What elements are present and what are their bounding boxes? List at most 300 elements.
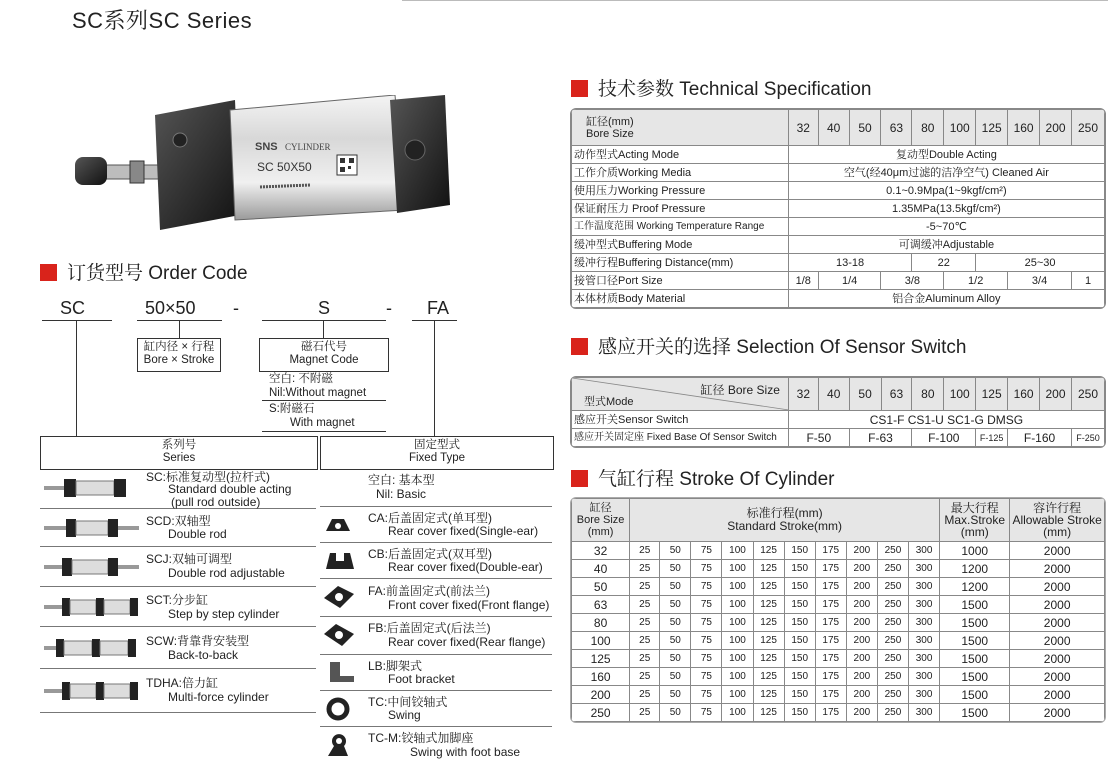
stroke-max-cell: 1200 — [940, 560, 1010, 578]
code-part-dash-2: - — [386, 298, 392, 318]
stroke-value-cell: 75 — [691, 704, 722, 722]
fixed-cb-en: Rear cover fixed(Double-ear) — [388, 560, 543, 574]
stroke-value-cell: 50 — [660, 560, 691, 578]
bore-cell: 40 — [818, 378, 849, 411]
connector-magnet — [323, 320, 324, 338]
stroke-value-cell: 200 — [846, 632, 877, 650]
series-scj-en: Double rod adjustable — [168, 566, 285, 580]
series-scd-en: Double rod — [168, 527, 227, 541]
stroke-value-cell: 300 — [909, 686, 940, 704]
fixed-row-fb — [320, 618, 552, 655]
material-value: 铝合金Aluminum Alloy — [788, 290, 1104, 308]
stroke-value-cell: 250 — [877, 686, 908, 704]
stroke-allow-cell: 2000 — [1010, 632, 1105, 650]
stroke-max-cell: 1500 — [940, 614, 1010, 632]
series-row-scd — [40, 510, 316, 547]
sensor-base-value: F-160 — [1008, 429, 1072, 447]
stroke-value-cell: 200 — [846, 668, 877, 686]
stroke-value-cell: 175 — [815, 668, 846, 686]
stroke-value-cell: 200 — [846, 650, 877, 668]
stroke-value-cell: 175 — [815, 578, 846, 596]
fixed-fa-cn: FA:前盖固定式(前法兰) — [368, 584, 490, 598]
stroke-value-cell: 175 — [815, 614, 846, 632]
bore-cell: 200 — [1040, 110, 1072, 146]
spec-value: 1.35MPa(13.5kgf/cm²) — [788, 200, 1104, 218]
sensor-base-value: F-125 — [976, 429, 1008, 447]
spec-label: 使用压力Working Pressure — [572, 182, 789, 200]
spec-value: -5~70℃ — [788, 218, 1104, 236]
fixed-row-tcm — [320, 728, 552, 762]
stroke-value-cell: 250 — [877, 578, 908, 596]
stroke-value-cell: 50 — [660, 650, 691, 668]
fixed-ca-cn: CA:后盖固定式(单耳型) — [368, 511, 492, 525]
stroke-value-cell: 75 — [691, 668, 722, 686]
stroke-value-cell: 150 — [784, 542, 815, 560]
stroke-value-cell: 125 — [753, 668, 784, 686]
stroke-bore-cell: 80 — [572, 614, 630, 632]
code-part-fixed: FA — [427, 298, 450, 318]
fixed-fa-en: Front cover fixed(Front flange) — [388, 598, 550, 612]
series-tdha-cn: TDHA:倍力缸 — [146, 676, 219, 690]
code-part-magnet: S — [318, 298, 331, 318]
fixed-lb-cn: LB:脚架式 — [368, 659, 423, 673]
title-rule — [402, 0, 1108, 1]
stroke-value-cell: 150 — [784, 632, 815, 650]
fixed-type-header-cn: 固定型式 — [414, 439, 460, 451]
swing-foot-base-icon — [324, 732, 352, 760]
stroke-value-cell: 300 — [909, 596, 940, 614]
stroke-value-cell: 100 — [722, 650, 753, 668]
stroke-value-cell: 75 — [691, 632, 722, 650]
magnet-code-cn: 磁石代号 — [301, 341, 347, 353]
stroke-allow-cell: 2000 — [1010, 560, 1105, 578]
stroke-value-cell: 50 — [660, 596, 691, 614]
bore-cell: 63 — [881, 378, 912, 411]
table-row — [572, 686, 1105, 704]
stroke-allow-header: 容许行程 Allowable Stroke (mm) — [1010, 499, 1105, 542]
stroke-value-cell: 175 — [815, 650, 846, 668]
stroke-value-cell: 150 — [784, 686, 815, 704]
stroke-value-cell: 200 — [846, 560, 877, 578]
port-size-label: 接管口径Port Size — [572, 272, 789, 290]
stroke-value-cell: 150 — [784, 704, 815, 722]
underline-magnet — [262, 320, 386, 321]
stroke-value-cell: 250 — [877, 542, 908, 560]
stroke-value-cell: 150 — [784, 596, 815, 614]
fixed-row-lb — [320, 656, 552, 691]
stroke-value-cell: 300 — [909, 560, 940, 578]
bore-cell: 63 — [881, 110, 912, 146]
stroke-bore-cell: 200 — [572, 686, 630, 704]
cylinder-icon — [44, 594, 139, 620]
spec-value: 空气(经40μm过滤的洁净空气) Cleaned Air — [788, 164, 1104, 182]
bore-cell: 50 — [849, 378, 881, 411]
front-flange-icon — [322, 584, 356, 612]
stroke-value-cell: 100 — [722, 596, 753, 614]
stroke-value-cell: 75 — [691, 686, 722, 704]
magnet-opt1-en: Nil:Without magnet — [269, 387, 367, 399]
connector-series — [76, 320, 77, 436]
double-ear-bracket-icon — [324, 549, 356, 573]
model-label: SC 50X50 — [257, 160, 312, 174]
series-scw-en: Back-to-back — [168, 648, 239, 662]
stroke-allow-cell: 2000 — [1010, 614, 1105, 632]
stroke-bore-cell: 160 — [572, 668, 630, 686]
stroke-value-cell: 200 — [846, 578, 877, 596]
magnet-bottom-rule — [262, 431, 386, 432]
stroke-value-cell: 50 — [660, 668, 691, 686]
magnet-divider — [262, 400, 386, 401]
stroke-value-cell: 50 — [660, 578, 691, 596]
port-size-value: 3/4 — [1008, 272, 1072, 290]
stroke-value-cell: 75 — [691, 560, 722, 578]
sensor-base-value: F-250 — [1071, 429, 1104, 447]
swing-trunnion-icon — [324, 697, 352, 721]
bore-stroke-box — [137, 338, 221, 372]
table-row — [572, 632, 1105, 650]
stroke-bore-cell: 50 — [572, 578, 630, 596]
bore-stroke-cn: 缸内径 × 行程 — [143, 341, 215, 353]
stroke-value-cell: 125 — [753, 686, 784, 704]
port-size-value: 1 — [1072, 272, 1105, 290]
stroke-value-cell: 100 — [722, 632, 753, 650]
bore-cell: 200 — [1040, 378, 1072, 411]
series-sc-cn: SC:标准复动型(拉杆式) — [146, 470, 270, 484]
stroke-value-cell: 25 — [630, 596, 660, 614]
stroke-bore-header: 缸径 Bore Size (mm) — [572, 499, 630, 542]
tech-spec-title: 技术参数 Technical Specification — [571, 74, 872, 101]
port-size-value: 1/4 — [818, 272, 881, 290]
sensor-base-value: F-100 — [912, 429, 976, 447]
stroke-bore-cell: 100 — [572, 632, 630, 650]
fixed-cb-cn: CB:后盖固定式(双耳型) — [368, 547, 492, 561]
bore-cell: 80 — [912, 378, 944, 411]
series-sc-en: Standard double acting — [168, 482, 292, 496]
stroke-value-cell: 125 — [753, 578, 784, 596]
stroke-value-cell: 250 — [877, 704, 908, 722]
stroke-value-cell: 100 — [722, 542, 753, 560]
stroke-value-cell: 300 — [909, 578, 940, 596]
series-header-cn: 系列号 — [161, 439, 197, 451]
stroke-value-cell: 300 — [909, 704, 940, 722]
stroke-value-cell: 75 — [691, 578, 722, 596]
stroke-value-cell: 25 — [630, 650, 660, 668]
sensor-table-wrap — [570, 376, 1106, 448]
series-row-scw — [40, 628, 316, 669]
stroke-max-header: 最大行程 Max.Stroke (mm) — [940, 499, 1010, 542]
stroke-max-cell: 1500 — [940, 632, 1010, 650]
stroke-value-cell: 200 — [846, 614, 877, 632]
bore-cell: 100 — [944, 378, 976, 411]
stroke-value-cell: 200 — [846, 542, 877, 560]
code-part-bore-stroke: 50×50 — [145, 298, 196, 318]
stroke-value-cell: 25 — [630, 578, 660, 596]
stroke-max-cell: 1000 — [940, 542, 1010, 560]
fixed-ca-en: Rear cover fixed(Single-ear) — [388, 524, 539, 538]
material-label: 本体材质Body Material — [572, 290, 789, 308]
table-row — [572, 578, 1105, 596]
stroke-value-cell: 25 — [630, 560, 660, 578]
cylinder-icon — [44, 555, 139, 579]
stroke-value-cell: 300 — [909, 632, 940, 650]
spec-label: 工作温度范围 Working Temperature Range — [572, 218, 789, 236]
sensor-base-value: F-63 — [849, 429, 912, 447]
tech-spec-table — [571, 109, 1105, 308]
bore-size-header: 缸径(mm) Bore Size — [572, 110, 789, 146]
magnet-opt2-cn: S:附磁石 — [269, 403, 315, 415]
bore-cell: 250 — [1071, 378, 1104, 411]
stroke-max-cell: 1500 — [940, 668, 1010, 686]
bore-cell: 50 — [849, 110, 881, 146]
table-row — [572, 668, 1105, 686]
table-row — [572, 704, 1105, 722]
stroke-value-cell: 150 — [784, 650, 815, 668]
stroke-value-cell: 125 — [753, 614, 784, 632]
stroke-value-cell: 250 — [877, 614, 908, 632]
foot-bracket-icon — [324, 660, 356, 686]
series-scj-cn: SCJ:双轴可调型 — [146, 552, 233, 566]
stroke-value-cell: 300 — [909, 650, 940, 668]
stroke-value-cell: 200 — [846, 704, 877, 722]
stroke-value-cell: 300 — [909, 614, 940, 632]
bore-cell: 125 — [976, 378, 1008, 411]
stroke-value-cell: 150 — [784, 668, 815, 686]
series-header-en: Series — [162, 452, 196, 464]
series-row-sct — [40, 588, 316, 627]
stroke-value-cell: 150 — [784, 560, 815, 578]
spec-value: 0.1~0.9Mpa(1~9kgf/cm²) — [788, 182, 1104, 200]
stroke-table — [571, 498, 1105, 722]
page-title: SC系列SC Series — [72, 8, 253, 33]
series-row-tdha — [40, 670, 316, 713]
stroke-value-cell: 175 — [815, 560, 846, 578]
stroke-value-cell: 50 — [660, 632, 691, 650]
table-row — [572, 650, 1105, 668]
sensor-base-value: F-50 — [788, 429, 849, 447]
series-sct-cn: SCT:分步缸 — [146, 593, 209, 607]
bore-cell: 250 — [1072, 110, 1105, 146]
stroke-max-cell: 1500 — [940, 686, 1010, 704]
stroke-value-cell: 125 — [753, 542, 784, 560]
cylinder-label: CYLINDER — [285, 142, 331, 152]
stroke-bore-cell: 32 — [572, 542, 630, 560]
fixed-row-ca — [320, 508, 552, 543]
series-tdha-en: Multi-force cylinder — [168, 690, 269, 704]
bore-cell: 160 — [1008, 110, 1040, 146]
spec-label: 保证耐压力 Proof Pressure — [572, 200, 789, 218]
stroke-bore-cell: 125 — [572, 650, 630, 668]
bore-cell: 160 — [1008, 378, 1040, 411]
stroke-table-wrap — [570, 497, 1106, 723]
spec-value: 复动型Double Acting — [788, 146, 1104, 164]
stroke-max-cell: 1500 — [940, 704, 1010, 722]
stroke-value-cell: 250 — [877, 632, 908, 650]
fixed-fb-cn: FB:后盖固定式(后法兰) — [368, 621, 491, 635]
series-header — [40, 436, 318, 470]
stroke-max-cell: 1500 — [940, 596, 1010, 614]
bore-cell: 32 — [788, 378, 818, 411]
stroke-allow-cell: 2000 — [1010, 578, 1105, 596]
stroke-value-cell: 150 — [784, 578, 815, 596]
cylinder-icon — [44, 678, 139, 704]
magnet-code-box — [259, 338, 389, 372]
stroke-value-cell: 100 — [722, 686, 753, 704]
stroke-value-cell: 50 — [660, 704, 691, 722]
stroke-value-cell: 125 — [753, 632, 784, 650]
stroke-allow-cell: 2000 — [1010, 596, 1105, 614]
table-row — [572, 596, 1105, 614]
tech-spec-table-wrap — [570, 108, 1106, 309]
spec-label: 缓冲型式Buffering Mode — [572, 236, 789, 254]
sensor-corner-bottom: 型式Mode — [584, 396, 634, 408]
stroke-value-cell: 100 — [722, 614, 753, 632]
single-ear-bracket-icon — [324, 513, 352, 537]
stroke-bore-cell: 63 — [572, 596, 630, 614]
sensor-switch-value: CS1-F CS1-U SC1-G DMSG — [788, 411, 1104, 429]
fixed-type-header-en: Fixed Type — [408, 452, 466, 464]
sensor-switch-label: 感应开关Sensor Switch — [572, 411, 789, 429]
spec-value: 可调缓冲Adjustable — [788, 236, 1104, 254]
stroke-value-cell: 50 — [660, 686, 691, 704]
series-row-sc — [40, 468, 316, 509]
stroke-allow-cell: 2000 — [1010, 668, 1105, 686]
connector-fixed — [434, 320, 435, 436]
stroke-value-cell: 250 — [877, 650, 908, 668]
sensor-table — [571, 377, 1105, 447]
fixed-row-basic — [320, 468, 552, 507]
stroke-value-cell: 200 — [846, 686, 877, 704]
stroke-value-cell: 250 — [877, 560, 908, 578]
stroke-standard-header: 标准行程(mm) Standard Stroke(mm) — [630, 499, 940, 542]
bore-cell: 32 — [788, 110, 818, 146]
cylinder-icon — [44, 516, 139, 540]
sensor-corner-header — [572, 378, 789, 411]
order-code-title: 订货型号 Order Code — [40, 258, 248, 285]
buffer-distance-label: 缓冲行程Buffering Distance(mm) — [572, 254, 789, 272]
fixed-tcm-en: Swing with foot base — [410, 745, 521, 759]
stroke-max-cell: 1200 — [940, 578, 1010, 596]
fixed-tc-cn: TC:中间铰轴式 — [368, 695, 448, 709]
stroke-value-cell: 125 — [753, 704, 784, 722]
sensor-base-label: 感应开关固定座 Fixed Base Of Sensor Switch — [572, 429, 789, 447]
stroke-value-cell: 250 — [877, 596, 908, 614]
fixed-fb-en: Rear cover fixed(Rear flange) — [388, 635, 546, 649]
stroke-value-cell: 100 — [722, 704, 753, 722]
bore-cell: 100 — [944, 110, 976, 146]
stroke-value-cell: 175 — [815, 686, 846, 704]
stroke-value-cell: 25 — [630, 668, 660, 686]
stroke-value-cell: 25 — [630, 542, 660, 560]
spec-label: 动作型式Acting Mode — [572, 146, 789, 164]
stroke-value-cell: 25 — [630, 614, 660, 632]
stroke-value-cell: 300 — [909, 668, 940, 686]
stroke-allow-cell: 2000 — [1010, 542, 1105, 560]
rear-flange-icon — [322, 622, 356, 650]
table-row — [572, 614, 1105, 632]
brand-label: SNS — [255, 141, 278, 153]
cylinder-icon — [44, 476, 139, 500]
stroke-value-cell: 25 — [630, 704, 660, 722]
stroke-value-cell: 75 — [691, 614, 722, 632]
stroke-value-cell: 150 — [784, 614, 815, 632]
stroke-value-cell: 50 — [660, 614, 691, 632]
stroke-allow-cell: 2000 — [1010, 686, 1105, 704]
stroke-value-cell: 100 — [722, 578, 753, 596]
fixed-basic-en: Nil: Basic — [376, 487, 427, 501]
table-row — [572, 560, 1105, 578]
bore-cell: 80 — [912, 110, 944, 146]
fixed-row-tc — [320, 692, 552, 727]
table-row — [572, 542, 1105, 560]
magnet-opt1-cn: 空白: 不附磁 — [269, 373, 333, 385]
cylinder-product-image — [75, 95, 455, 235]
fixed-type-header — [320, 436, 554, 470]
stroke-value-cell: 125 — [753, 650, 784, 668]
sensor-title: 感应开关的选择 Selection Of Sensor Switch — [571, 332, 967, 359]
connector-bore — [179, 320, 180, 338]
stroke-value-cell: 300 — [909, 542, 940, 560]
stroke-max-cell: 1500 — [940, 650, 1010, 668]
stroke-value-cell: 75 — [691, 542, 722, 560]
series-row-scj — [40, 548, 316, 587]
stroke-title: 气缸行程 Stroke Of Cylinder — [571, 464, 835, 491]
port-size-value: 3/8 — [881, 272, 944, 290]
fixed-row-cb — [320, 544, 552, 579]
code-part-series: SC — [60, 298, 86, 318]
stroke-value-cell: 25 — [630, 632, 660, 650]
cylinder-icon — [44, 635, 139, 661]
stroke-value-cell: 125 — [753, 560, 784, 578]
stroke-value-cell: 200 — [846, 596, 877, 614]
stroke-value-cell: 100 — [722, 560, 753, 578]
sensor-corner-top: 缸径 Bore Size — [700, 383, 780, 397]
series-scw-cn: SCW:背靠背安装型 — [146, 634, 250, 648]
fixed-basic-cn: 空白: 基本型 — [368, 473, 435, 487]
buffer-distance-value: 25~30 — [976, 254, 1105, 272]
spec-label: 工作介质Working Media — [572, 164, 789, 182]
stroke-allow-cell: 2000 — [1010, 704, 1105, 722]
stroke-value-cell: 175 — [815, 632, 846, 650]
fixed-row-fa — [320, 580, 552, 617]
fixed-tcm-cn: TC-M:铰轴式加脚座 — [368, 731, 474, 745]
stroke-value-cell: 175 — [815, 596, 846, 614]
stroke-allow-cell: 2000 — [1010, 650, 1105, 668]
port-size-value: 1/2 — [944, 272, 1008, 290]
magnet-code-en: Magnet Code — [289, 354, 359, 366]
fixed-lb-en: Foot bracket — [388, 672, 455, 686]
stroke-value-cell: 50 — [660, 542, 691, 560]
stroke-value-cell: 175 — [815, 704, 846, 722]
stroke-value-cell: 25 — [630, 686, 660, 704]
stroke-value-cell: 125 — [753, 596, 784, 614]
stroke-value-cell: 250 — [877, 668, 908, 686]
port-size-value: 1/8 — [788, 272, 818, 290]
buffer-distance-value: 22 — [912, 254, 976, 272]
fixed-tc-en: Swing — [388, 708, 421, 722]
bore-stroke-en: Bore × Stroke — [143, 354, 215, 366]
bore-cell: 40 — [818, 110, 849, 146]
code-part-dash-1: - — [233, 298, 239, 318]
stroke-value-cell: 100 — [722, 668, 753, 686]
stroke-bore-cell: 250 — [572, 704, 630, 722]
stroke-value-cell: 75 — [691, 596, 722, 614]
underline-series — [42, 320, 112, 321]
series-sct-en: Step by step cylinder — [168, 607, 280, 621]
stroke-value-cell: 175 — [815, 542, 846, 560]
buffer-distance-value: 13-18 — [788, 254, 912, 272]
stroke-value-cell: 75 — [691, 650, 722, 668]
series-scd-cn: SCD:双轴型 — [146, 514, 211, 528]
